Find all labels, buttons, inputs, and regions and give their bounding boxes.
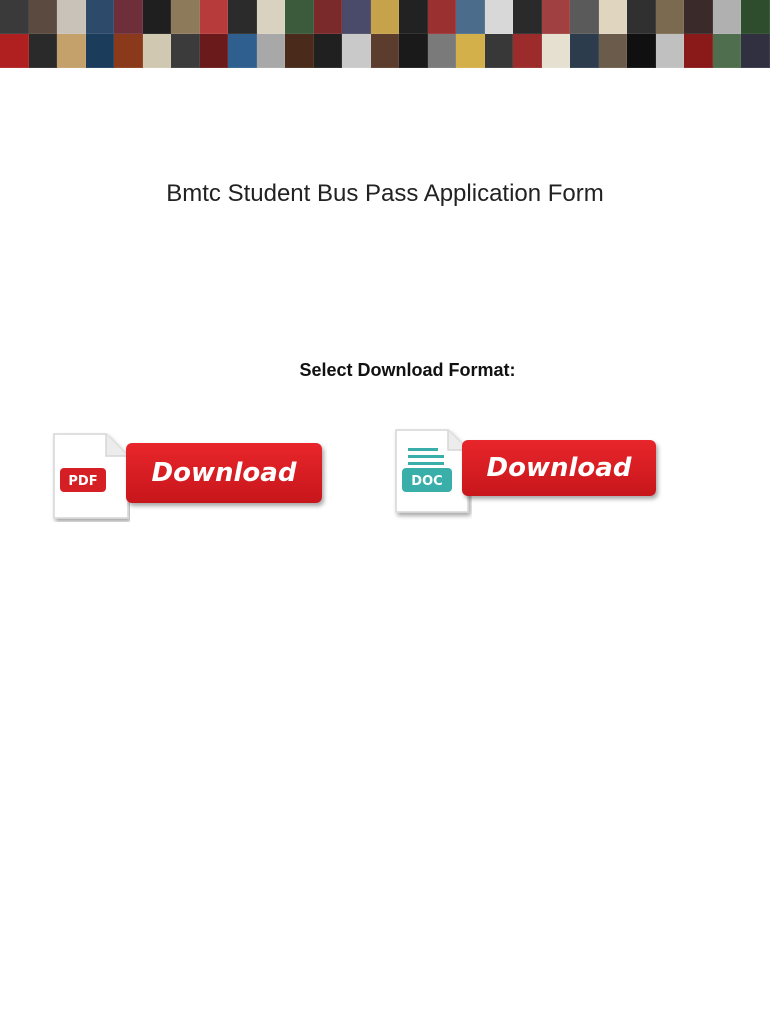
- cover-thumbnail: [57, 0, 86, 34]
- cover-thumbnail: [342, 34, 371, 68]
- cover-thumbnail: [314, 34, 343, 68]
- cover-thumbnail: [29, 0, 58, 34]
- cover-thumbnail: [399, 34, 428, 68]
- select-format-heading: Select Download Format:: [299, 360, 516, 380]
- page-title: Bmtc Student Bus Pass Application Form: [166, 180, 604, 207]
- cover-thumbnail: [485, 0, 514, 34]
- cover-thumbnail: [684, 0, 713, 34]
- download-pdf-button[interactable]: [50, 428, 326, 524]
- cover-thumbnail: [741, 0, 770, 34]
- cover-thumbnail: [741, 34, 770, 68]
- cover-thumbnail: [513, 0, 542, 34]
- cover-thumbnail: [713, 34, 742, 68]
- cover-thumbnail: [114, 34, 143, 68]
- cover-thumbnail: [485, 34, 514, 68]
- doc-file-label: DOC: [411, 474, 443, 489]
- cover-thumbnail: [57, 34, 86, 68]
- download-doc-button[interactable]: [392, 426, 658, 516]
- cover-thumbnail: [428, 0, 457, 34]
- cover-thumbnail: [143, 34, 172, 68]
- cover-thumbnail: [29, 34, 58, 68]
- cover-thumbnail: [171, 0, 200, 34]
- cover-thumbnail: [570, 34, 599, 68]
- cover-thumbnail: [200, 34, 229, 68]
- cover-thumbnail: [456, 34, 485, 68]
- cover-thumbnail: [285, 34, 314, 68]
- cover-thumbnail: [656, 0, 685, 34]
- doc-file-icon: [392, 426, 472, 520]
- cover-thumbnail: [428, 34, 457, 68]
- pdf-file-icon: [50, 428, 130, 522]
- cover-thumbnail: [228, 34, 257, 68]
- doc-download-label: Download: [462, 440, 656, 496]
- cover-thumbnail: [257, 0, 286, 34]
- cover-thumbnail: [627, 34, 656, 68]
- cover-thumbnail: [513, 34, 542, 68]
- cover-thumbnail: [713, 0, 742, 34]
- cover-thumbnail: [86, 0, 115, 34]
- cover-thumbnail: [143, 0, 172, 34]
- cover-thumbnail: [257, 34, 286, 68]
- cover-thumbnail: [684, 34, 713, 68]
- pdf-file-label: PDF: [68, 474, 98, 489]
- cover-thumbnail: [542, 34, 571, 68]
- cover-thumbnail: [371, 0, 400, 34]
- cover-thumbnail: [371, 34, 400, 68]
- cover-thumbnail: [456, 0, 485, 34]
- pdf-download-label: Download: [126, 443, 322, 503]
- cover-thumbnail: [200, 0, 229, 34]
- cover-thumbnail: [627, 0, 656, 34]
- cover-thumbnail: [0, 34, 29, 68]
- cover-thumbnail: [285, 0, 314, 34]
- cover-art-banner: [0, 0, 770, 68]
- cover-thumbnail: [228, 0, 257, 34]
- cover-thumbnail: [599, 0, 628, 34]
- cover-thumbnail: [542, 0, 571, 34]
- cover-thumbnail: [656, 34, 685, 68]
- cover-thumbnail: [86, 34, 115, 68]
- cover-thumbnail: [599, 34, 628, 68]
- cover-thumbnail: [399, 0, 428, 34]
- cover-thumbnail: [570, 0, 599, 34]
- cover-thumbnail: [342, 0, 371, 34]
- cover-thumbnail: [314, 0, 343, 34]
- cover-thumbnail: [0, 0, 29, 34]
- cover-thumbnail: [114, 0, 143, 34]
- cover-thumbnail: [171, 34, 200, 68]
